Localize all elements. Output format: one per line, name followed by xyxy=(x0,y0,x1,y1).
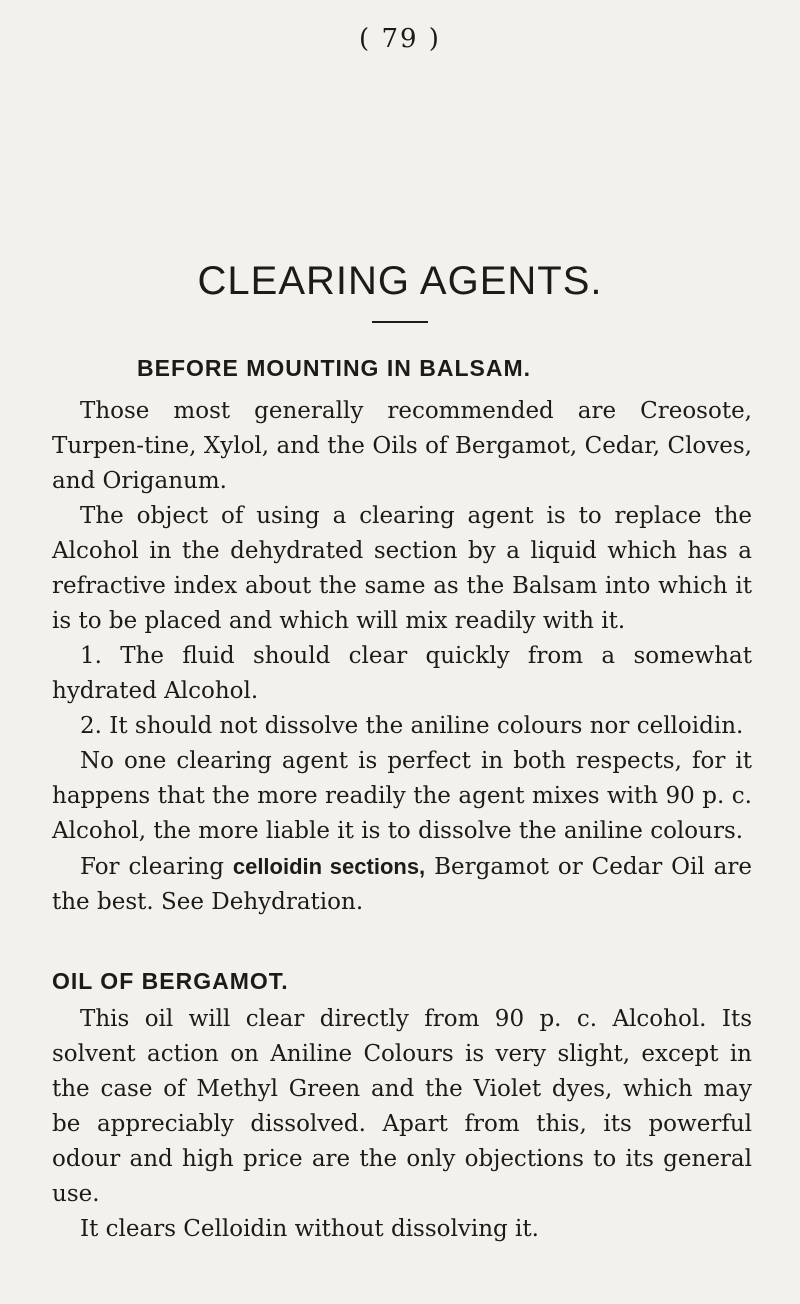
paragraph: No one clearing agent is perfect in both respects, for it happens that the more readily the agent mixes with 90 p. c. Alcohol, the more liable it is to dissolve the aniline colours. xyxy=(52,748,752,844)
paragraph-text: For clearing xyxy=(80,854,233,880)
section-body-oil-of-bergamot xyxy=(52,1002,752,1247)
paragraph: This oil will clear directly from 90 p. c. Alcohol. Its solvent action on Aniline Colours is very slight, except in the case of Methyl Green and the Violet dyes, which may be appreciably dissolved. Apart from this, its powerful odour and high price are the only objections to its general use. xyxy=(52,1006,752,1207)
page-number: ( 79 ) xyxy=(359,24,441,54)
section-body-before-mounting xyxy=(52,394,752,920)
paragraph-numbered-2: 2. It should not dissolve the aniline colours nor celloidin. xyxy=(80,713,744,739)
paragraph: Those most generally recommended are Creosote, Turpen-tine, Xylol, and the Oils of Bergamot, Cedar, Cloves, and Origanum. xyxy=(52,398,752,494)
title-divider-rule xyxy=(372,321,428,323)
section-heading-oil-of-bergamot: OIL OF BERGAMOT. xyxy=(52,968,289,994)
paragraph-numbered-1: 1. The fluid should clear quickly from a somewhat hydrated Alcohol. xyxy=(52,643,752,704)
paragraph: It clears Celloidin without dissolving it. xyxy=(80,1216,539,1242)
paragraph-text: Bergamot or Cedar Oil are the best. See Dehydration. xyxy=(52,854,752,915)
paragraph: The object of using a clearing agent is to replace the Alcohol in the dehydrated section by a liquid which has a refractive index about the same as the Balsam into which it is to be placed and which will mix readily with it. xyxy=(52,503,752,634)
chapter-title: CLEARING AGENTS. xyxy=(197,258,603,303)
section-heading-before-mounting: BEFORE MOUNTING IN BALSAM. xyxy=(137,355,531,381)
emphasis-celloidin-sections: celloidin sections, xyxy=(232,854,426,879)
paragraph-celloidin-sections xyxy=(52,849,752,920)
